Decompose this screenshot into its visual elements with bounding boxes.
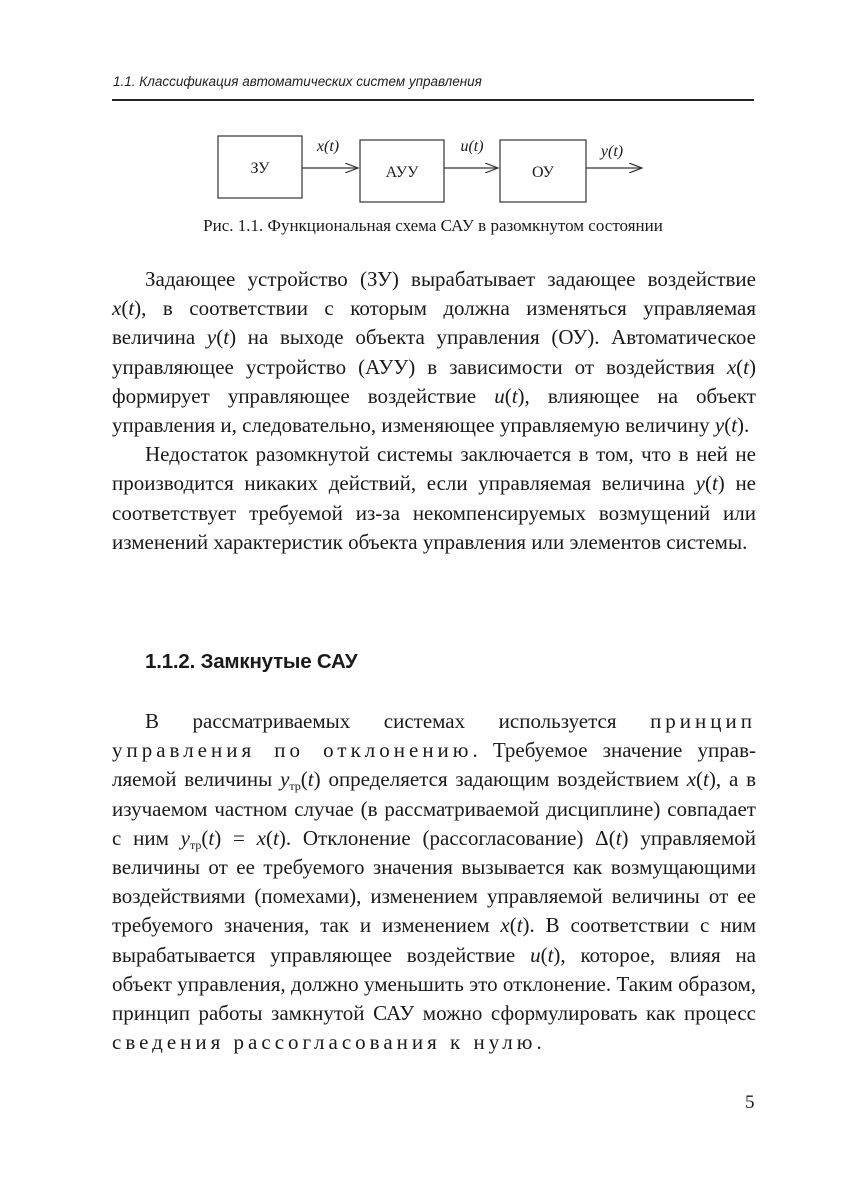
body-text-top: [112, 265, 756, 557]
running-header: 1.1. Классификация автоматических систем управления: [113, 74, 482, 89]
paragraph-open-loop-drawback: Недостаток разомкнутой системы заключается в том, что в ней не производится никаких действий, если управляемая величина y(t) не соответствует требуемой из-за некомпенсируемых возмущений или изменений характеристик объекта управления или элементов системы.: [112, 442, 757, 554]
emphasis-conclusion: сведения рассогласования к нулю: [112, 1030, 537, 1055]
header-rule: [112, 99, 754, 101]
section-heading: 1.1.2. Замкнутые САУ: [145, 650, 358, 673]
paragraph-open-loop-description: Задающее устройство (ЗУ) вырабатывает задающее воздействие x(t), в соответствии с которым должна изменяться управляемая величина y(t) на выходе объекта управления (ОУ). Автоматическое управляющее устройство (АУУ) в зависимости от воздействия x(t) формирует управляющее воздействие u(t), влияющее на объект управления и, следовательно, изменяющее управляемую величину y(t).: [112, 267, 756, 438]
signal-u-label: u(t): [460, 138, 484, 155]
block-ou-label: ОУ: [532, 164, 554, 181]
diagram-svg: [210, 130, 660, 210]
emphasis-principle: принцип управления по отклонению: [112, 709, 756, 763]
block-auu-label: АУУ: [385, 164, 419, 181]
figure-caption: Рис. 1.1. Функциональная схема САУ в разомкнутом состоянии: [203, 216, 663, 235]
signal-x-label: x(t): [316, 138, 340, 155]
page-number: 5: [745, 1092, 755, 1113]
functional-diagram: [210, 130, 660, 210]
signal-y-label: y(t): [600, 143, 624, 160]
block-zu-label: ЗУ: [250, 160, 270, 177]
paragraph-closed-loop: В рассматриваемых системах используется принцип управления по отклонению. Требуемое значение управляемой величины $y_{тр}(t)$ определяется задающим воздействием x(t), а в изучаемом частном случае (в рассматриваемой дисциплине) совпадает с ним $y_{тр}(t) = x(t)$. Отклонение (рассогласование) Δ(t) управляемой величины от ее требуемого значения вызывается как возмущающими воздействиями (помехами), изменением управляемой величины от ее требуемого значения, так и изменением x(t). В соответствии с ним вырабатывается управляющее воздействие u(t), которое, влияя на объект управления, должно уменьшить это отклонение. Таким образом, принцип работы замкнутой САУ можно сформулировать как процесс сведения рассогласования к нулю.: [112, 709, 757, 1055]
body-text-bottom: [112, 707, 756, 1057]
